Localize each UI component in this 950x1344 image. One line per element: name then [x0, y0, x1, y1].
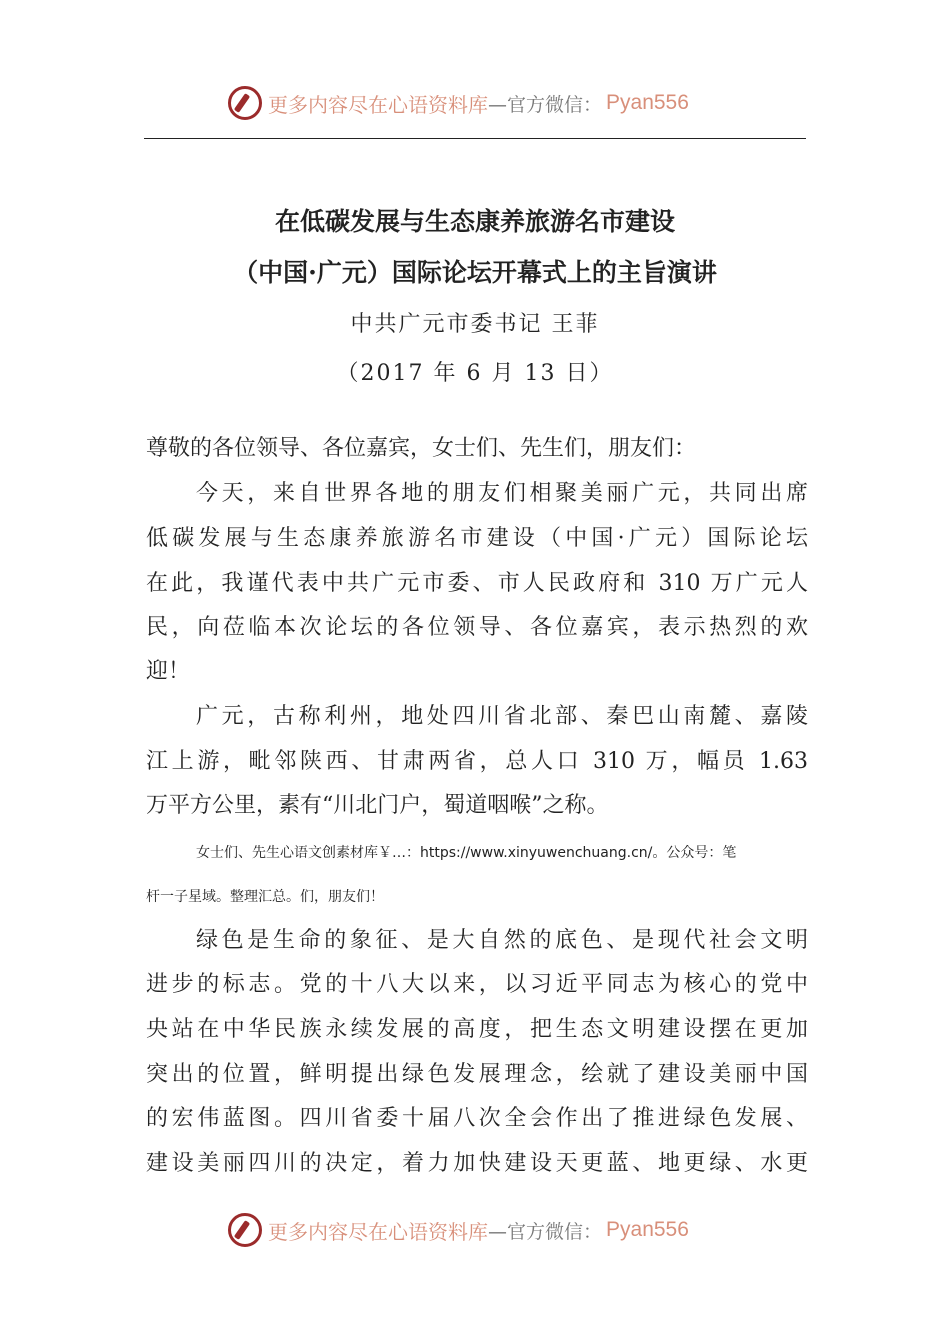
body-line: 的宏伟蓝图。四川省委十届八次全会作出了推进绿色发展、 [146, 1106, 808, 1131]
header-rule [144, 138, 806, 139]
watermark-id: Pyan556 [606, 1218, 689, 1241]
body-line: 广元，古称利州，地处四川省北部、秦巴山南麓、嘉陵 [196, 704, 808, 729]
body-line: 民，向莅临本次论坛的各位领导、各位嘉宾，表示热烈的欢 [146, 615, 808, 640]
body-line: 今天，来自世界各地的朋友们相聚美丽广元，共同出席 [196, 481, 808, 506]
body-line: 进步的标志。党的十八大以来，以习近平同志为核心的党中 [146, 972, 808, 997]
pen-logo-icon [228, 1213, 262, 1247]
body-line: 迎！ [146, 659, 191, 684]
title-line1: 在低碳发展与生态康养旅游名市建设 [274, 207, 675, 236]
pen-logo-icon [228, 86, 262, 120]
body-line: 突出的位置，鲜明提出绿色发展理念，绘就了建设美丽中国 [146, 1062, 808, 1087]
body-line: 央站在中华民族永续发展的高度，把生态文明建设摆在更加 [146, 1017, 808, 1042]
inserted-note-line1: 女士们、先生心语文创素材库￥…：https://www.xinyuwenchuang.cn/。公众号：笔 [196, 845, 737, 861]
body-line: 在此，我谨代表中共广元市委、市人民政府和 310 万广元人 [146, 571, 808, 596]
body-line: 绿色是生命的象征、是大自然的底色、是现代社会文明 [196, 928, 808, 953]
footer-watermark [228, 1210, 689, 1250]
inserted-note-line2: 杆一子星域。整理汇总。们，朋友们！ [146, 889, 384, 905]
author: 中共广元市委书记 王菲 [350, 312, 600, 337]
watermark-main: 更多内容尽在心语资料库 [268, 92, 488, 117]
watermark-main: 更多内容尽在心语资料库 [268, 1219, 488, 1244]
date: （2017 年 6 月 13 日） [336, 361, 614, 386]
watermark-id: Pyan556 [606, 91, 689, 114]
body-line: 尊敬的各位领导、各位嘉宾，女士们、先生们，朋友们： [146, 436, 697, 461]
body-line: 建设美丽四川的决定，着力加快建设天更蓝、地更绿、水更 [146, 1151, 808, 1176]
body-line: 万平方公里，素有“川北门户，蜀道咽喉”之称。 [146, 793, 609, 818]
watermark-sep: —官方微信： [488, 1220, 603, 1243]
title-line2: （中国·广元）国际论坛开幕式上的主旨演讲 [233, 258, 717, 287]
body-line: 低碳发展与生态康养旅游名市建设（中国·广元）国际论坛 [146, 526, 808, 551]
watermark-sep: —官方微信： [488, 93, 603, 116]
body-line: 江上游，毗邻陕西、甘肃两省，总人口 310 万，幅员 1.63 [146, 749, 808, 774]
header-watermark [228, 83, 689, 123]
